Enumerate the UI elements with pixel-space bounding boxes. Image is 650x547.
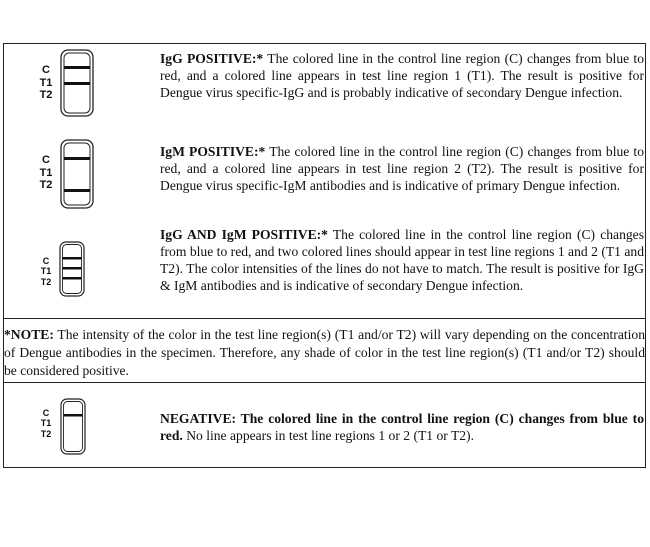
label-c: C — [42, 408, 50, 418]
negative-title: NEGATIVE: The colored line in the control line region (C) changes from blue to red. — [160, 411, 644, 443]
label-c: C — [42, 64, 50, 76]
igg-description — [160, 50, 644, 101]
control-line — [64, 157, 90, 160]
test-strip-icon — [60, 49, 94, 117]
label-t1: T1 — [40, 266, 52, 277]
igm-title: IgM POSITIVE:* — [160, 144, 266, 159]
control-line — [63, 257, 82, 260]
label-t1: T1 — [39, 76, 53, 89]
label-t2: T2 — [40, 428, 52, 439]
label-t2: T2 — [39, 179, 53, 192]
strip-labels — [36, 64, 56, 102]
t2-line — [64, 189, 90, 192]
test-strip-icon — [60, 139, 94, 209]
test-strip-icon — [60, 398, 86, 455]
strip-labels — [38, 408, 54, 439]
control-line — [64, 414, 83, 417]
divider — [3, 318, 646, 319]
t2-line — [63, 277, 82, 280]
igg-text: The colored line in the control line region (C) changes from blue to red, and a colored line appears in test line region 1 (T1). The result is positive for Dengue virus specific-IgG and is probably indicative of secondary Dengue infection. — [160, 51, 644, 100]
label-t1: T1 — [40, 418, 52, 429]
strip-labels — [38, 256, 54, 287]
igg-title: IgG POSITIVE:* — [160, 51, 264, 66]
igg-igm-title: IgG AND IgM POSITIVE:* — [160, 227, 328, 242]
label-t1: T1 — [39, 166, 53, 179]
divider — [3, 382, 646, 383]
label-t2: T2 — [40, 276, 52, 287]
note-title: *NOTE: — [4, 327, 54, 342]
t1-line — [64, 82, 90, 85]
negative-description — [160, 410, 644, 444]
negative-text: No line appears in test line regions 1 or 2 (T1 or T2). — [186, 428, 474, 443]
note-text: The intensity of the color in the test line region(s) (T1 and/or T2) will vary depending on the concentration of Dengue antibodies in the specimen. Therefore, any shade of color in the test line region(s) (T1 and/or T2) should be considered positive. — [4, 327, 646, 378]
igg-igm-text: The colored line in the control line region (C) changes from blue to red, and two colored lines should appear in test line regions 1 and 2 (T1 and T2). The color intensities of the lines do not have to match. The result is positive for IgG & IgM antibodies and is indicative of secondary Dengue infection. — [160, 227, 644, 293]
test-strip-icon — [59, 241, 85, 297]
control-line — [64, 66, 90, 69]
label-c: C — [42, 256, 50, 266]
igm-text: The colored line in the control line region (C) changes from blue to red, and a colored line appears in test line region 2 (T2). The result is positive for Dengue virus specific-IgM antibodies and is indicative of primary Dengue infection. — [160, 144, 644, 193]
label-t2: T2 — [39, 89, 53, 102]
igg-igm-description — [160, 226, 644, 294]
igm-description — [160, 143, 644, 194]
t1-line — [63, 267, 82, 270]
strip-labels — [36, 154, 56, 192]
label-c: C — [42, 154, 50, 166]
note-paragraph — [4, 326, 645, 380]
